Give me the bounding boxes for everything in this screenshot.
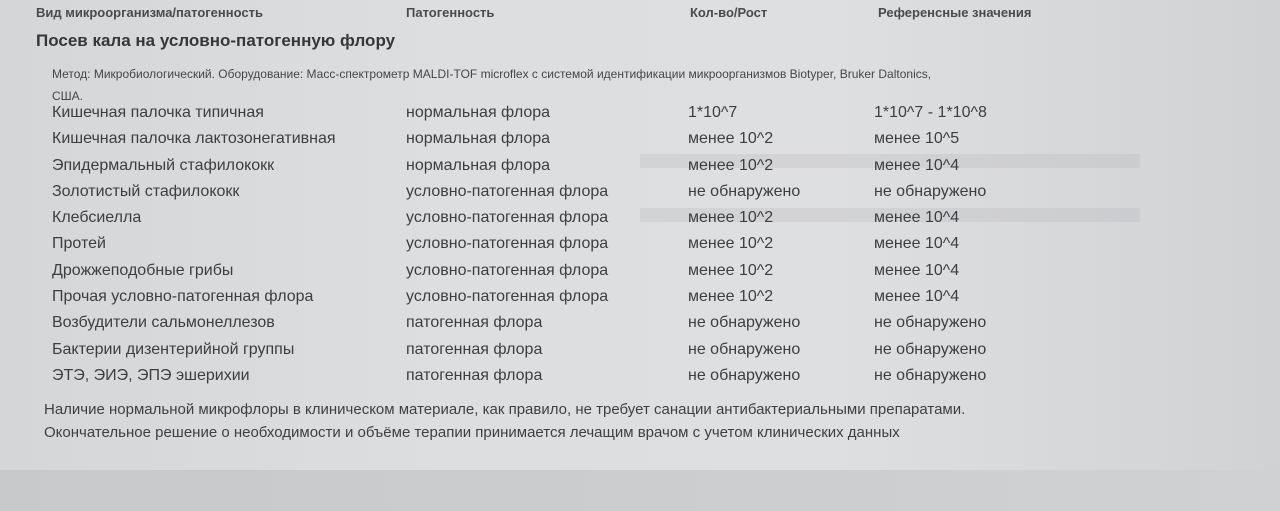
reference-value: менее 10^4 [874, 235, 960, 253]
table-row [0, 285, 1280, 311]
result-value: менее 10^2 [688, 288, 774, 306]
table-row [0, 206, 1280, 232]
pathogenicity-value: нормальная флора [406, 104, 551, 121]
organism-name: Протей [52, 235, 106, 253]
result-value: менее 10^2 [688, 156, 774, 174]
table-row [0, 127, 1280, 153]
pathogenicity-value: условно-патогенная флора [406, 261, 609, 279]
organism-name: Дрожжеподобные грибы [52, 261, 234, 279]
table-row [0, 364, 1280, 390]
header-quantity: Кол-во/Рост [690, 5, 768, 20]
table-row [0, 180, 1280, 206]
reference-value: не обнаружено [874, 340, 987, 358]
reference-value: менее 10^4 [874, 209, 960, 227]
pathogenicity-value: нормальная флора [406, 130, 551, 148]
organism-name: Возбудители сальмонеллезов [52, 314, 275, 332]
organism-name: Кишечная палочка типичная [52, 104, 264, 121]
pathogenicity-value: условно-патогенная флора [406, 182, 609, 200]
pathogenicity-value: патогенная флора [406, 340, 543, 358]
method-text: Метод: Микробиологический. Оборудование: Масс-спектрометр MALDI-TOF microflex с системой идентификации микроорганизмов Biotyper, Bruker Daltonics, США. [52, 67, 932, 103]
pathogenicity-value: патогенная флора [406, 366, 543, 384]
result-value: не обнаружено [688, 340, 801, 358]
organism-name: Кишечная палочка лактозонегативная [52, 130, 336, 148]
table-header [0, 3, 1280, 23]
organism-name: Клебсиелла [52, 209, 142, 227]
organism-name: Эпидермальный стафилококк [52, 156, 275, 174]
reference-value: менее 10^4 [874, 261, 960, 279]
reference-value: не обнаружено [874, 182, 987, 200]
table-row [0, 232, 1280, 258]
organism-name: ЭТЭ, ЭИЭ, ЭПЭ эшерихии [52, 366, 250, 384]
organism-name: Золотистый стафилококк [52, 182, 240, 200]
result-value: не обнаружено [688, 366, 801, 384]
results-table [0, 101, 1280, 390]
footnote-text: Наличие нормальной микрофлоры в клиническом материале, как правило, не требует санации антибактериальными препаратами. Окончательное решение о необходимости и объёме терапии принимается лечащим врачом с учетом клинических данных [44, 401, 966, 441]
result-value: не обнаружено [688, 182, 801, 200]
header-organism: Вид микроорганизма/патогенность [36, 5, 263, 20]
result-value: менее 10^2 [688, 130, 774, 148]
pathogenicity-value: условно-патогенная флора [406, 288, 609, 306]
reference-value: не обнаружено [874, 366, 987, 384]
reference-value: менее 10^4 [874, 288, 960, 306]
table-row [0, 259, 1280, 285]
organism-name: Прочая условно-патогенная флора [52, 288, 314, 306]
table-row [0, 154, 1280, 180]
pathogenicity-value: патогенная флора [406, 314, 543, 332]
reference-value: 1*10^7 - 1*10^8 [874, 104, 987, 121]
table-row [0, 101, 1280, 127]
result-value: менее 10^2 [688, 261, 774, 279]
result-value: менее 10^2 [688, 235, 774, 253]
reference-value: не обнаружено [874, 314, 987, 332]
pathogenicity-value: условно-патогенная флора [406, 235, 609, 253]
header-reference: Референсные значения [878, 5, 1032, 20]
table-row [0, 338, 1280, 364]
section-title: Посев кала на условно-патогенную флору [36, 31, 396, 50]
pathogenicity-value: нормальная флора [406, 156, 551, 174]
organism-name: Бактерии дизентерийной группы [52, 340, 295, 358]
reference-value: менее 10^4 [874, 156, 960, 174]
result-value: не обнаружено [688, 314, 801, 332]
result-value: 1*10^7 [688, 104, 738, 121]
reference-value: менее 10^5 [874, 130, 960, 148]
table-row [0, 311, 1280, 337]
page-shadow [0, 470, 1280, 511]
header-pathogenicity: Патогенность [406, 5, 495, 20]
pathogenicity-value: условно-патогенная флора [406, 209, 609, 227]
result-value: менее 10^2 [688, 209, 774, 227]
